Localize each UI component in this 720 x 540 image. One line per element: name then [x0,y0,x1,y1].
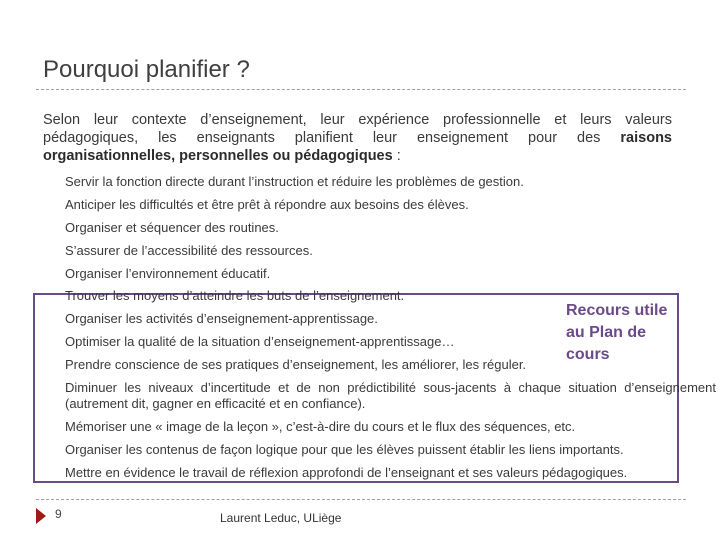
intro-end-text: : [392,148,401,164]
bullet-text: Organiser l’environnement éducatif. [65,266,271,281]
bullet-text: Trouver les moyens d’atteindre les buts de l’enseignement. [65,288,405,303]
bullet-text: S’assurer de l’accessibilité des ressources. [65,243,313,258]
intro-plain-text: Selon leur contexte d’enseignement, leur expérience professionnelle et leurs valeurs pédagogiques, les enseignants planifient leur enseignement pour des [43,112,672,146]
bullet-text: Diminuer les niveaux d’incertitude et de non prédictibilité sous-jacents à chaque situation d’enseignement (autrement dit, gagner en efficacité et en confiance). [65,380,716,411]
bullet-text: Organiser et séquencer des routines. [65,220,279,235]
footer-author: Laurent Leduc, ULiège [220,511,342,525]
bullet-text: Mémoriser une « image de la leçon », c’est-à-dire du cours et le flux des séquences, etc. [65,419,576,434]
triangle-arrow-icon [36,508,46,524]
bullet-text: Prendre conscience de ses pratiques d’enseignement, les améliorer, les réguler. [65,357,527,372]
bullet-text: Mettre en évidence le travail de réflexion approfondi de l’enseignant et ses valeurs pédagogiques. [65,465,628,480]
bullet-text: Organiser les activités d’enseignement-apprentissage. [65,311,378,326]
bullet-text: Servir la fonction directe durant l’instruction et réduire les problèmes de gestion. [65,174,524,189]
footer-divider [36,499,686,500]
intro-bold-text: raisons organisationnelles, personnelles ou pédagogiques [43,130,672,164]
bullet-text: Organiser les contenus de façon logique pour que les élèves puissent établir les liens importants. [65,442,624,457]
plan-de-cours-note: Recours utile au Plan de cours [566,302,668,363]
title-divider [36,89,686,90]
slide-title: Pourquoi planifier ? [43,56,250,83]
bullet-text: Anticiper les difficultés et être prêt à répondre aux besoins des élèves. [65,197,469,212]
bullet-text: Optimiser la qualité de la situation d’enseignement-apprentissage… [65,334,455,349]
intro-paragraph [43,111,672,165]
page-number: 9 [55,507,62,521]
